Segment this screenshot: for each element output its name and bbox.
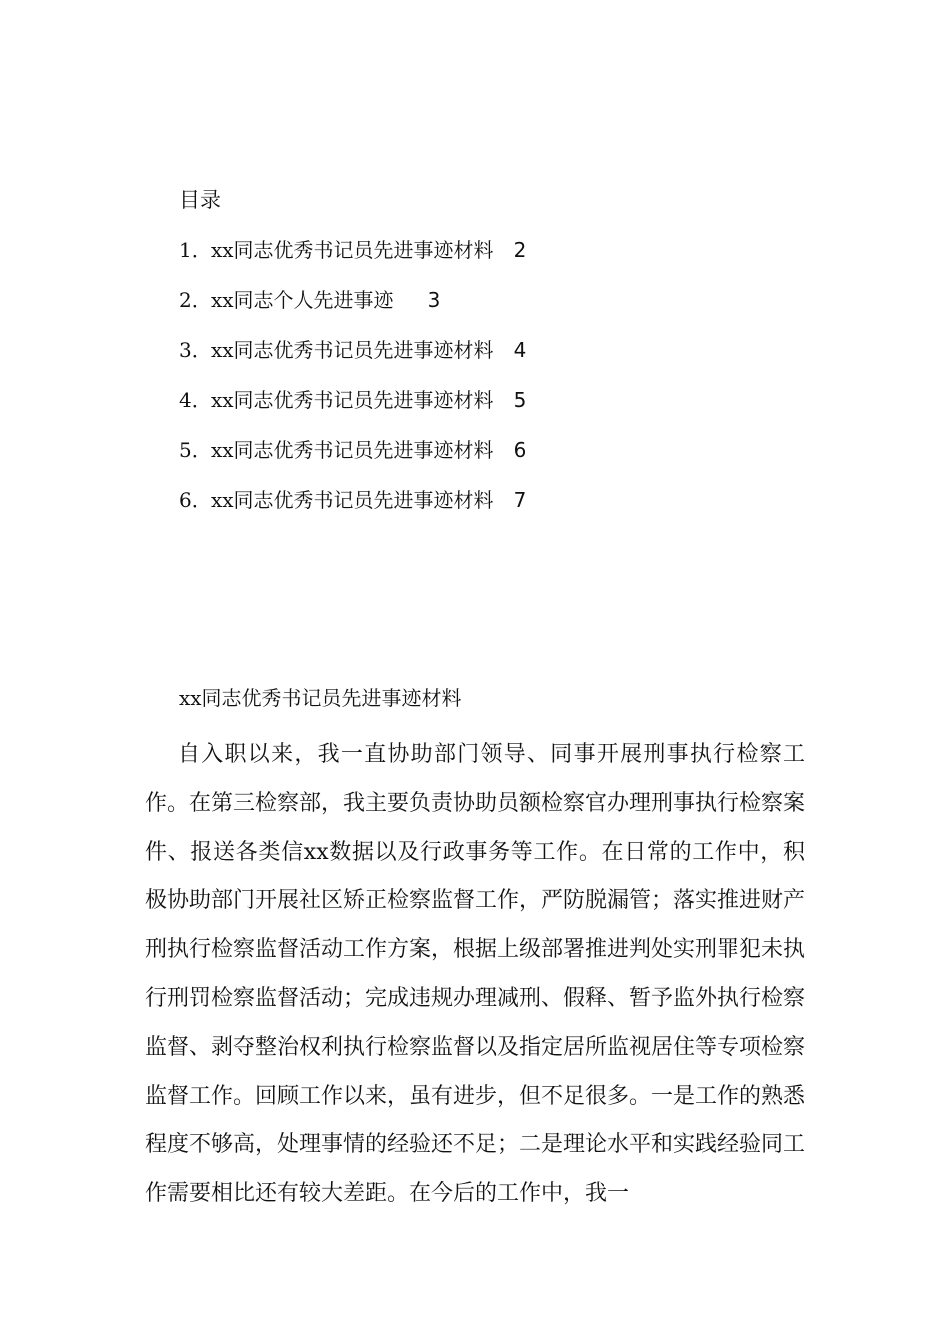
toc-item-page: 2 — [513, 238, 527, 262]
toc-item[interactable] — [179, 334, 526, 384]
toc-title: 目录 — [179, 188, 221, 212]
toc-item-text: xx同志优秀书记员先进事迹材料 — [211, 388, 494, 412]
toc-item-number: 4． — [179, 388, 212, 412]
toc-item-number: 6． — [179, 488, 212, 512]
toc-item[interactable] — [179, 284, 526, 334]
toc-item[interactable] — [179, 484, 526, 534]
toc-item-text: xx同志个人先进事迹 — [211, 288, 394, 312]
toc-item[interactable] — [179, 434, 526, 484]
toc-item-number: 2． — [179, 288, 212, 312]
toc-item[interactable] — [179, 384, 526, 434]
article-body: 自入职以来，我一直协助部门领导、同事开展刑事执行检察工作。在第三检察部，我主要负责协助员额检察官办理刑事执行检察案件、报送各类信xx数据以及行政事务等工作。在日常的工作中，积极协助部门开展社区矫正检察监督工作，严防脱漏管；落实推进财产刑执行检察监督活动工作方案，根据上级部署推进判处实刑罪犯未执行刑罚检察监督活动；完成违规办理减刑、假释、暂予监外执行检察监督、剥夺整治权利执行检察监督以及指定居所监视居住等专项检察监督工作。回顾工作以来，虽有进步，但不足很多。一是工作的熟悉程度不够高，处理事情的经验还不足；二是理论水平和实践经验同工作需要相比还有较大差距。在今后的工作中，我一 — [145, 742, 806, 1207]
article-title: xx同志优秀书记员先进事迹材料 — [179, 686, 462, 710]
toc-item-page: 5 — [513, 388, 527, 412]
toc-item-text: xx同志优秀书记员先进事迹材料 — [211, 438, 494, 462]
toc-item-page: 4 — [513, 338, 527, 362]
toc-item-page: 3 — [427, 288, 441, 312]
toc-item-page: 7 — [513, 488, 527, 512]
toc-item-number: 5． — [179, 438, 212, 462]
toc-item[interactable] — [179, 234, 526, 284]
toc-item-text: xx同志优秀书记员先进事迹材料 — [211, 238, 494, 262]
table-of-contents — [179, 234, 526, 534]
toc-item-number: 3． — [179, 338, 212, 362]
toc-item-page: 6 — [513, 438, 527, 462]
toc-item-text: xx同志优秀书记员先进事迹材料 — [211, 488, 494, 512]
toc-item-number: 1． — [179, 238, 212, 262]
toc-item-text: xx同志优秀书记员先进事迹材料 — [211, 338, 494, 362]
